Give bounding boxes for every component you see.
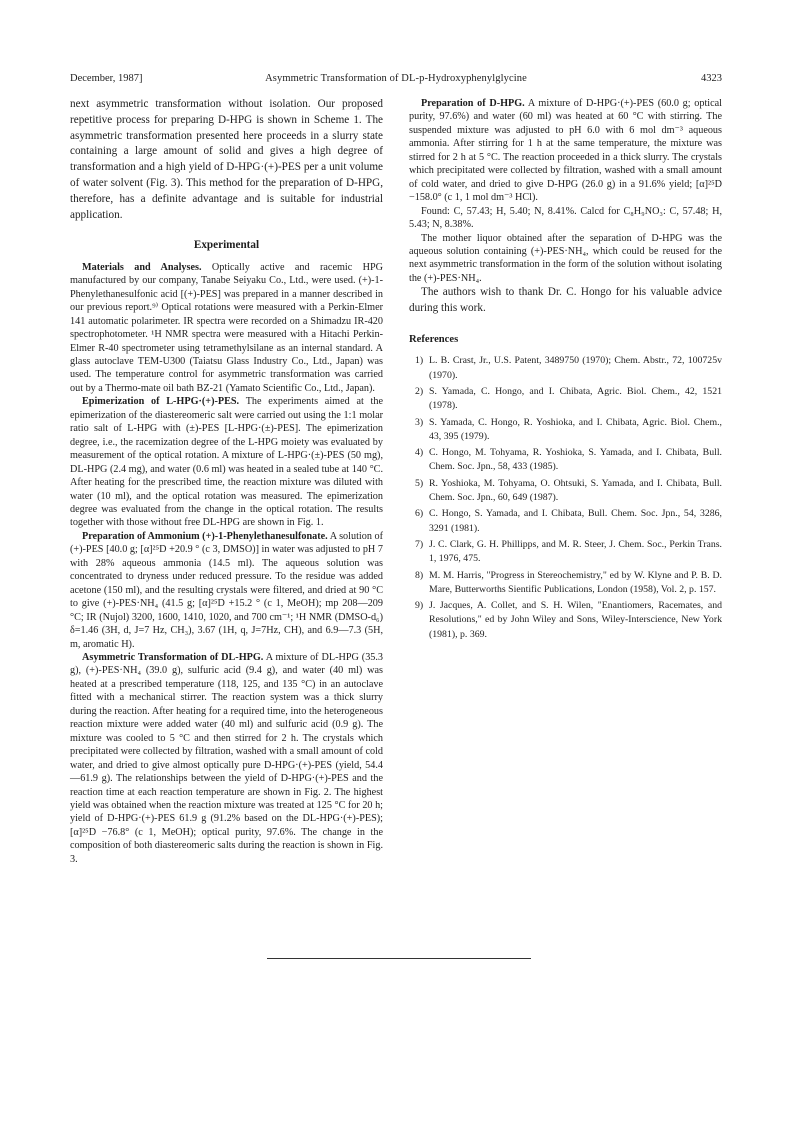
asymmetric-body: A mixture of DL-HPG (35.3 g), (+)-PES·NH₄ (39.0 g), sulfuric acid (9.4 g), and water (40 ml) was heated at a prescribed temperature (118, 125, and 135 °C) in an autoclave fitted with a mechanical stirrer. The reaction system was a thick slurry during the reaction. After heating for a required time, into the heterogeneous reaction mixture were added water (40 ml) and sulfuric acid (0.9 g). The mixture was cooled to 5 °C and then stirred for 2 h. The crystals which precipitated were collected by filtration, washed with a small amount of cold water, and dried to give almost optically pure D-HPG·(+)-PES (yield, 54.4—61.9 g). The relationships between the yield of D-HPG·(+)-PES and the reaction time at each reaction temperature are shown in Fig. 2. The highest yield was obtained when the reaction mixture was treated at 125 °C for 20 h; yield of D-HPG·(+)-PES 61.9 g (91.2% based on the DL-HPG·(+)-PES); [α]²⁵D −76.8° (c 1, MeOH); optical purity, 97.6%. The change in the composition of both diastereomeric salts during the reaction is shown in Fig. 3. <box>70 651 384 865</box>
ammonium-paragraph <box>70 530 383 651</box>
reference-text: S. Yamada, C. Hongo, R. Yoshioka, and I. Chibata, Agric. Biol. Chem., 43, 395 (1979). <box>429 416 722 442</box>
materials-lead: Materials and Analyses. <box>82 261 202 273</box>
references-heading: References <box>409 333 459 345</box>
reference-item <box>409 354 722 383</box>
reference-number: 4) <box>415 447 424 459</box>
mother-liquor-paragraph: The mother liquor obtained after the separation of D-HPG was the aqueous solution containing (+)-PES·NH₄, which could be reused for the next asymmetric transformation in the form of the solution without isolating the (+)-PES·NH₄. <box>409 232 722 284</box>
reference-number: 7) <box>415 538 424 550</box>
reference-item <box>409 507 722 536</box>
materials-body: Optically active and racemic HPG manufactured by our company, Tanabe Seiyaku Co., Ltd., were used. (+)-1-Phenylethanesulfonic acid [(+)-PES] was prepared in a manner described in our previous report.⁹⁾ Optical rotations were measured with a Perkin-Elmer 141 automatic polarimeter. IR spectra were recorded on a Shimadzu IR-420 spectrophotometer. ¹H NMR spectra were measured with a Hitachi Perkin-Elmer R-40 spectrometer using tetramethylsilane as an internal standard. A glass autoclave TEM-U300 (Taiatsu Glass Industry Co., Ltd., Japan) was used. The temperature control for asymmetric transformation was carried out by a Thermo-mate oil bath BZ-21 (Yamato Scientific Co., Ltd., Japan). <box>70 261 384 394</box>
reference-number: 6) <box>415 508 424 520</box>
experimental-heading: Experimental <box>193 239 260 252</box>
reference-text: J. C. Clark, G. H. Phillipps, and M. R. Steer, J. Chem. Soc., Perkin Trans. 1, 1976, 475. <box>429 538 722 565</box>
reference-number: 9) <box>415 600 424 612</box>
header-date: December, 1987] <box>70 73 143 84</box>
intro-paragraph <box>70 97 383 223</box>
reference-text: M. M. Harris, "Progress in Stereochemistry," ed by W. Klyne and P. B. D. Mare, Butterworths Sientific Publications, London (1958), Vol. 2, p. 157. <box>429 569 722 595</box>
preparation-paragraph <box>409 97 722 205</box>
acknowledgment: The authors wish to thank Dr. C. Hongo for his valuable advice during this work. <box>409 286 722 315</box>
reference-item <box>409 599 722 642</box>
epimerization-lead: Epimerization of L-HPG·(+)-PES. <box>82 396 240 408</box>
references-list <box>409 354 722 642</box>
reference-item <box>409 477 722 506</box>
preparation-lead: Preparation of D-HPG. <box>421 98 525 109</box>
right-column <box>409 97 722 644</box>
page-number: 4323 <box>701 73 722 84</box>
epimerization-body: The experiments aimed at the epimerization of the diastereomeric salt were carried out using the 1:1 molar ratio salt of L-HPG with (±)-PES [L-HPG·(±)-PES]. The epimerization degree, i.e., the racemization degree of the L-HPG moiety was evaluated by measurement of the optical rotation. A mixture of L-HPG·(±)-PES (50 mg), DL-HPG (2.4 mg), and water (0.6 ml) was heated in a sealed tube at 140 °C. After heating for the prescribed time, the reaction mixture was diluted with water (10 ml), and the optical rotation was measured. The epimerization degree was evaluated from the change in the optical rotation. The results together with those without free DL-HPG are shown in Fig. 1. <box>70 396 383 529</box>
ammonium-lead: Preparation of Ammonium (+)-1-Phenylethanesulfonate. <box>82 530 328 542</box>
ammonium-body: A solution of (+)-PES [40.0 g; [α]²⁵D +20.9 ° (c 3, DMSO)] in water was adjusted to pH 7 with 28% aqueous ammonia (14.5 ml). The aqueous solution was concentrated to dryness under reduced pressure. To the residue was added acetone (150 ml), and the resulting crystals were filtered, and dried at 90 °C to give (+)-PES·NH₄ (41.5 g; [α]²⁵D +15.2 ° (c 1, MeOH); mp 208—209 °C; IR (Nujol) 3200, 1600, 1410, 1020, and 700 cm⁻¹; ¹H NMR (DMSO-d₆) δ=1.46 (3H, d, J=7 Hz, CH₃), 3.67 (1H, q, J=7Hz, CH), and 6.9—7.3 (5H, m, aromatic H). <box>70 530 383 650</box>
reference-item <box>409 446 722 475</box>
reference-text: R. Yoshioka, M. Tohyama, O. Ohtsuki, S. Yamada, and I. Chibata, Bull. Chem. Soc. Jpn., 60, 649 (1987). <box>429 477 722 504</box>
reference-number: 1) <box>415 355 424 367</box>
reference-text: L. B. Crast, Jr., U.S. Patent, 3489750 (1970); Chem. Abstr., 72, 100725v (1970). <box>429 355 722 381</box>
found-paragraph: Found: C, 57.43; H, 5.40; N, 8.41%. Calcd for C₈H₉NO₃: C, 57.48; H, 5.43; N, 8.38%. <box>409 205 722 231</box>
header-title: Asymmetric Transformation of DL-p-Hydroxyphenylglycine <box>265 73 527 84</box>
reference-number: 2) <box>415 385 424 397</box>
asymmetric-paragraph <box>70 651 383 866</box>
intro-text: next asymmetric transformation without isolation. Our proposed repetitive process for preparing D-HPG is shown in Scheme 1. The asymmetric transformation presented here proceeds in a slurry state containing a large amount of solid and gives a high degree of transformation and a high yield of D-HPG·(+)-PES per a unit volume of water solvent (Fig. 3). This method for the preparation of D-HPG, therefore, has a definite advantage and is suitable for industrial application. <box>70 98 383 221</box>
reference-text: C. Hongo, M. Tohyama, R. Yoshioka, S. Yamada, and I. Chibata, Bull. Chem. Soc. Jpn., 58, 433 (1985). <box>429 447 722 473</box>
reference-item <box>409 385 722 414</box>
reference-number: 5) <box>415 477 424 489</box>
preparation-body: A mixture of D-HPG·(+)-PES (60.0 g; optical purity, 97.6%) and water (60 ml) was heated at 60 °C with stirring. The suspended mixture was adjusted to pH 6.0 with 6 mol dm⁻³ aqueous ammonia. After stirring for 1 h at the same temperature, the mixture was stirred for 2 h at 5 °C. The reaction proceeded in a thick slurry. The crystals which precipitated were collected by filtration, washed with a small amount of cold water, and dried to give D-HPG (26.0 g) in a 91.6% yield; [α]²⁵D −158.0° (c 1, 1 mol dm⁻³ HCl). <box>409 98 723 204</box>
reference-number: 8) <box>415 569 424 581</box>
reference-item <box>409 538 722 567</box>
materials-paragraph <box>70 261 383 396</box>
reference-item <box>409 569 722 598</box>
reference-number: 3) <box>415 416 424 428</box>
epimerization-paragraph <box>70 395 383 530</box>
reference-text: C. Hongo, S. Yamada, and I. Chibata, Bull. Chem. Soc. Jpn., 54, 3286, 3291 (1981). <box>429 508 722 534</box>
asymmetric-lead: Asymmetric Transformation of DL-HPG. <box>82 651 264 663</box>
left-column <box>70 97 383 866</box>
reference-item <box>409 416 722 445</box>
running-header <box>70 72 722 86</box>
bottom-rule <box>267 958 531 959</box>
reference-text: J. Jacques, A. Collet, and S. H. Wilen, "Enantiomers, Racemates, and Resolutions," ed by John Wiley and Sons, Wiley-Interscience, New York (1981), p. 369. <box>429 600 722 640</box>
reference-text: S. Yamada, C. Hongo, and I. Chibata, Agric. Biol. Chem., 42, 1521 (1978). <box>429 385 722 412</box>
